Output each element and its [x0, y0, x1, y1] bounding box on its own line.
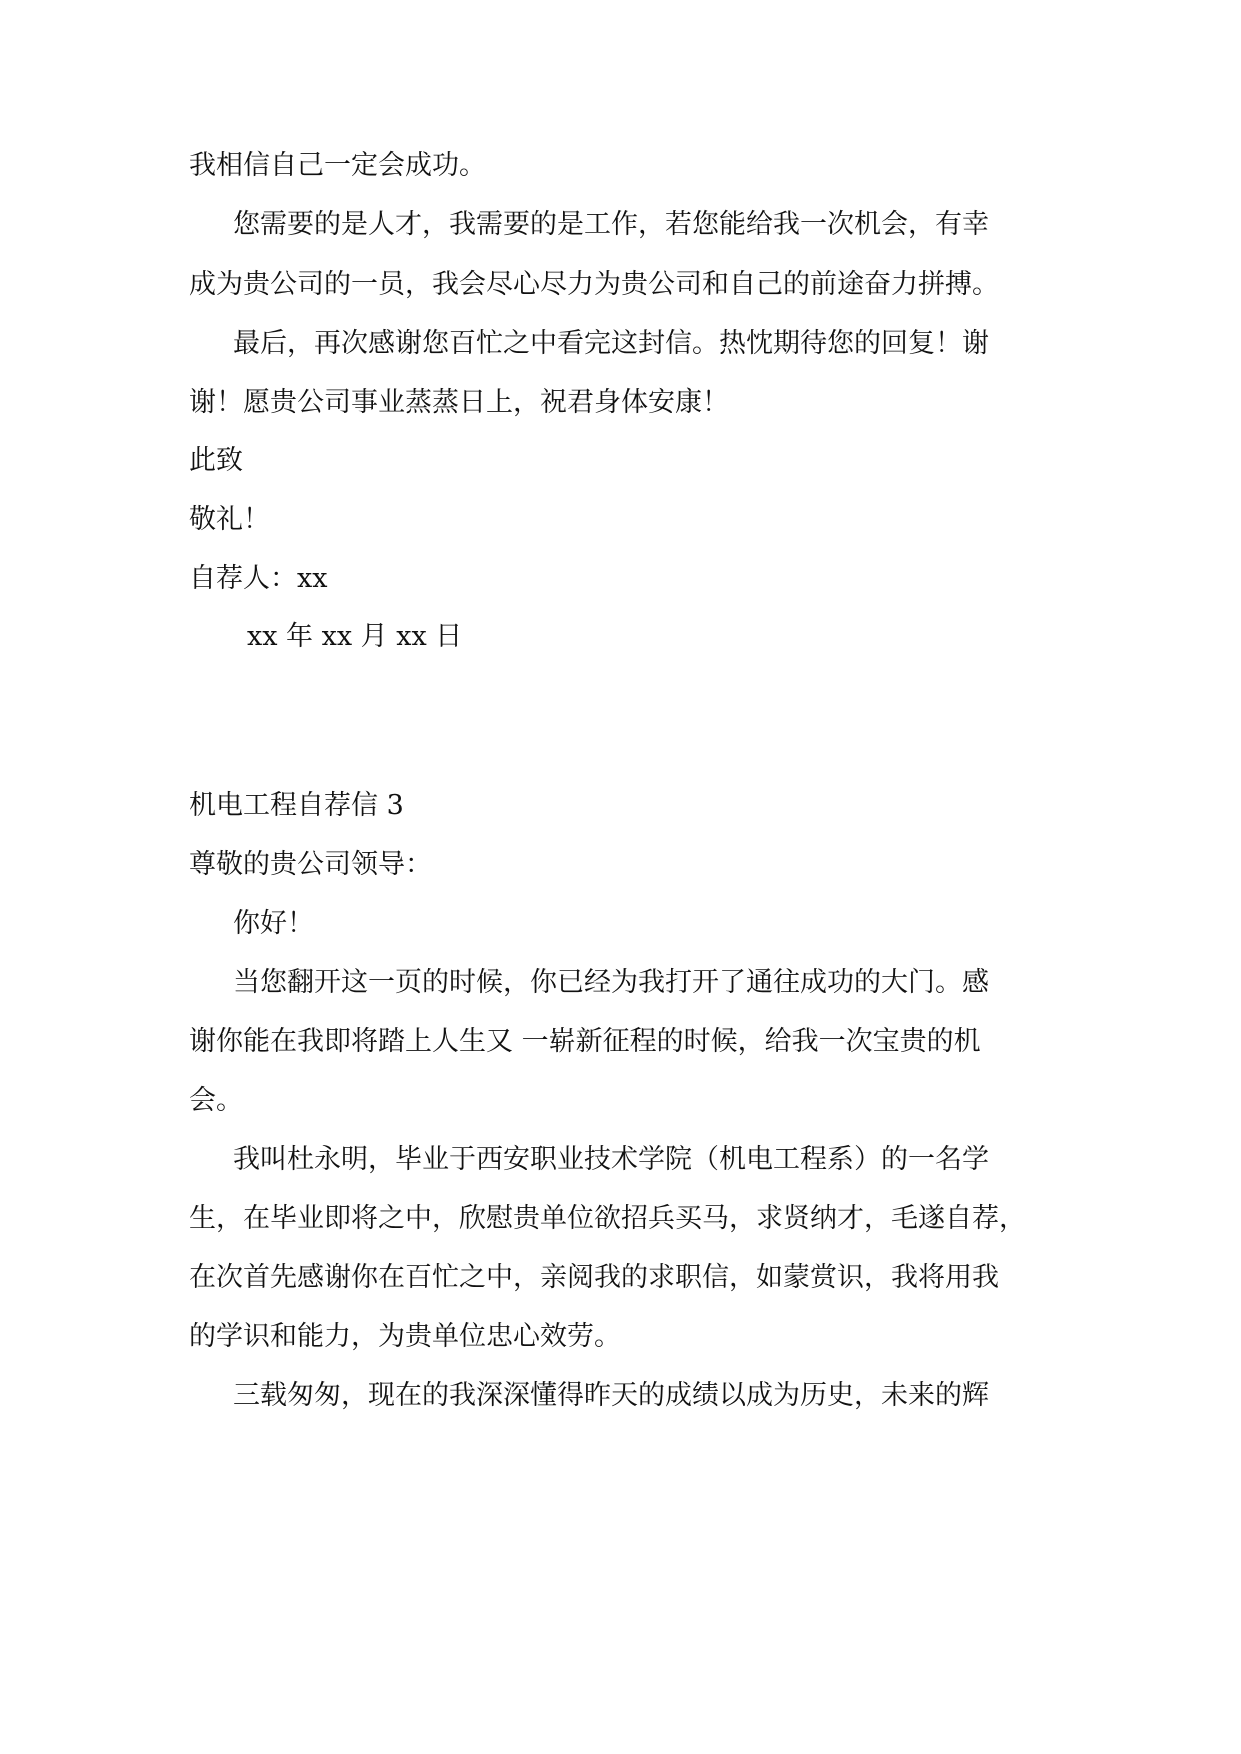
body-line: 谢！愿贵公司事业蒸蒸日上，祝君身体安康！ [189, 387, 729, 418]
closing-jing-li: 敬礼！ [189, 504, 270, 535]
paragraph-start-line: 当您翻开这一页的时候，你已经为我打开了通往成功的大门。感 [233, 967, 989, 998]
letter-title: 机电工程自荐信 3 [189, 790, 404, 821]
paragraph-start-line: 最后，再次感谢您百忙之中看完这封信。热忱期待您的回复！谢 [233, 328, 989, 359]
salutation: 尊敬的贵公司领导： [189, 849, 432, 880]
body-line: 我相信自己一定会成功。 [189, 150, 486, 181]
paragraph-start-line: 您需要的是人才，我需要的是工作，若您能给我一次机会，有幸 [233, 209, 989, 240]
body-line: 谢你能在我即将踏上人生又 一崭新征程的时候，给我一次宝贵的机 [189, 1026, 981, 1057]
body-line: 会。 [189, 1085, 243, 1116]
closing-ci-zhi: 此致 [189, 445, 243, 476]
body-line: 的学识和能力，为贵单位忠心效劳。 [189, 1321, 621, 1352]
greeting: 你好！ [233, 908, 314, 939]
body-line: 在次首先感谢你在百忙之中，亲阅我的求职信，如蒙赏识，我将用我 [189, 1262, 999, 1293]
signature-line: 自荐人：xx [189, 563, 328, 594]
paragraph-start-line: 我叫杜永明，毕业于西安职业技术学院（机电工程系）的一名学 [233, 1144, 989, 1175]
paragraph-start-line: 三载匆匆，现在的我深深懂得昨天的成绩以成为历史，未来的辉 [233, 1380, 989, 1411]
date-line: xx 年 xx 月 xx 日 [247, 621, 463, 652]
body-line: 成为贵公司的一员，我会尽心尽力为贵公司和自己的前途奋力拼搏。 [189, 269, 999, 300]
body-line: 生，在毕业即将之中，欣慰贵单位欲招兵买马，求贤纳才，毛遂自荐， [189, 1203, 1026, 1234]
